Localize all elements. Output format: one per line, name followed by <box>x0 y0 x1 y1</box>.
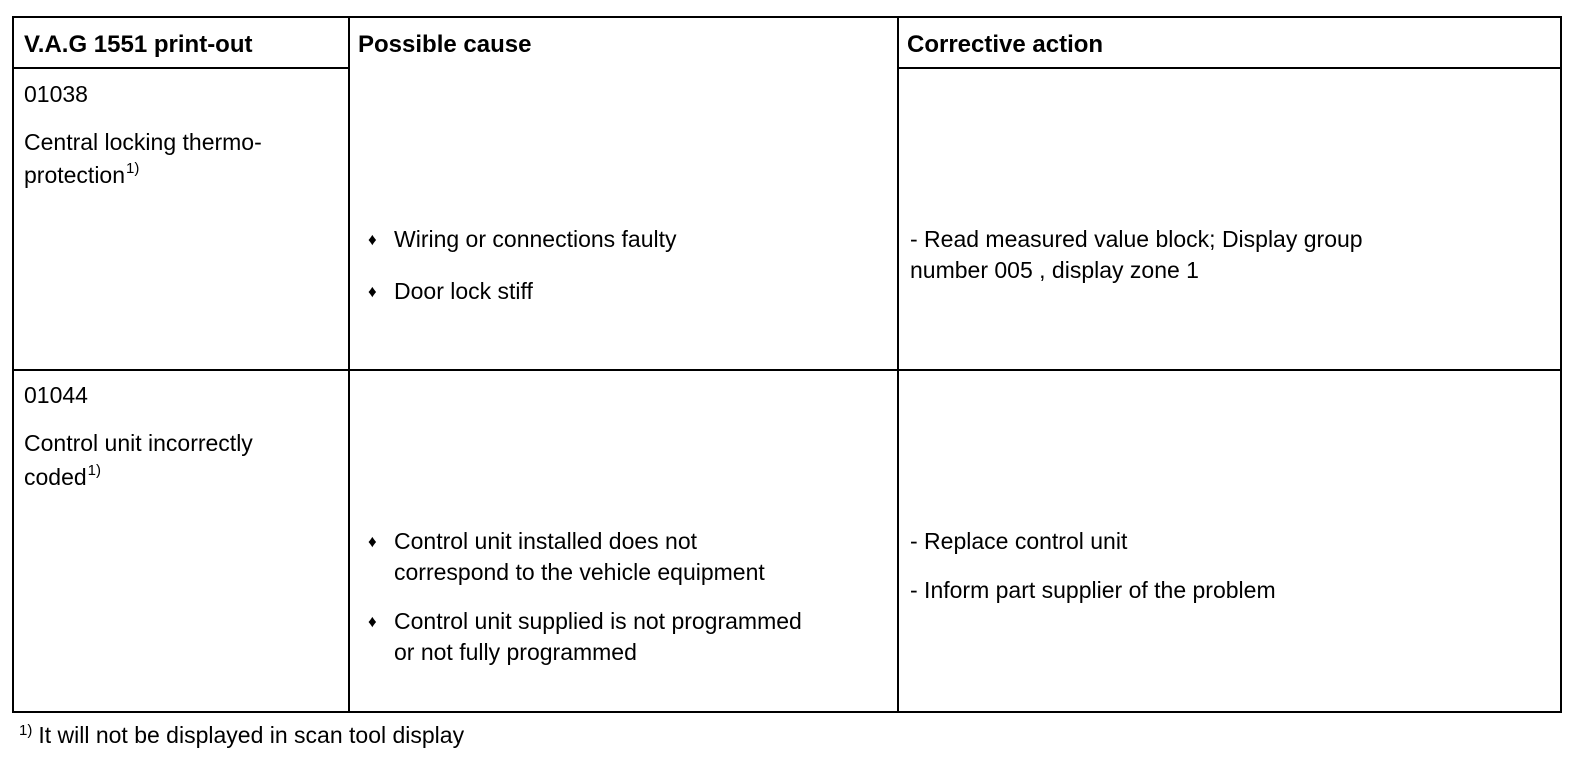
header-divider-printout <box>14 67 348 69</box>
footnote-ref: 1) <box>87 462 102 479</box>
fault-description-line2 <box>24 160 139 194</box>
bullet-icon: ♦ <box>368 612 377 631</box>
fault-description-line1: Control unit incorrectly <box>24 430 253 456</box>
footnote-ref: 1) <box>126 160 140 177</box>
cause-text: Control unit installed does not <box>394 528 698 554</box>
header-possible-cause: Possible cause <box>358 31 532 58</box>
bullet-icon: ♦ <box>368 230 377 249</box>
fault-description-text: coded <box>24 464 87 490</box>
header-corrective-action: Corrective action <box>907 31 1104 58</box>
fault-description-line2 <box>24 462 101 496</box>
cause-continuation: correspond to the vehicle equipment <box>394 559 765 585</box>
column-divider-2 <box>897 18 899 711</box>
fault-code: 01038 <box>24 81 88 107</box>
action-line: - Replace control unit <box>910 528 1128 554</box>
header-divider-action <box>897 67 1560 69</box>
header-printout: V.A.G 1551 print-out <box>24 31 253 58</box>
action-line: number 005 , display zone 1 <box>910 257 1199 283</box>
cause-continuation: or not fully programmed <box>394 639 637 665</box>
cause-item <box>368 276 533 307</box>
fault-description-line1: Central locking thermo- <box>24 129 262 155</box>
bullet-icon: ♦ <box>368 282 377 301</box>
cause-item <box>368 526 697 557</box>
cause-item <box>368 224 677 255</box>
cause-text: Control unit supplied is not programmed <box>394 608 802 634</box>
footnote-text: It will not be displayed in scan tool display <box>38 722 465 748</box>
cause-text: Wiring or connections faulty <box>394 226 677 252</box>
action-line: - Read measured value block; Display group <box>910 226 1363 252</box>
cause-text: Door lock stiff <box>394 278 533 304</box>
cause-item <box>368 606 802 637</box>
bullet-icon: ♦ <box>368 532 377 551</box>
column-divider-1 <box>348 18 350 711</box>
fault-description-text: protection <box>24 162 126 188</box>
fault-code: 01044 <box>24 382 88 408</box>
fault-code-table <box>12 16 1562 713</box>
row-divider <box>14 369 1560 371</box>
footnote <box>18 720 464 754</box>
footnote-marker: 1) <box>19 722 33 739</box>
action-line: - Inform part supplier of the problem <box>910 577 1276 603</box>
